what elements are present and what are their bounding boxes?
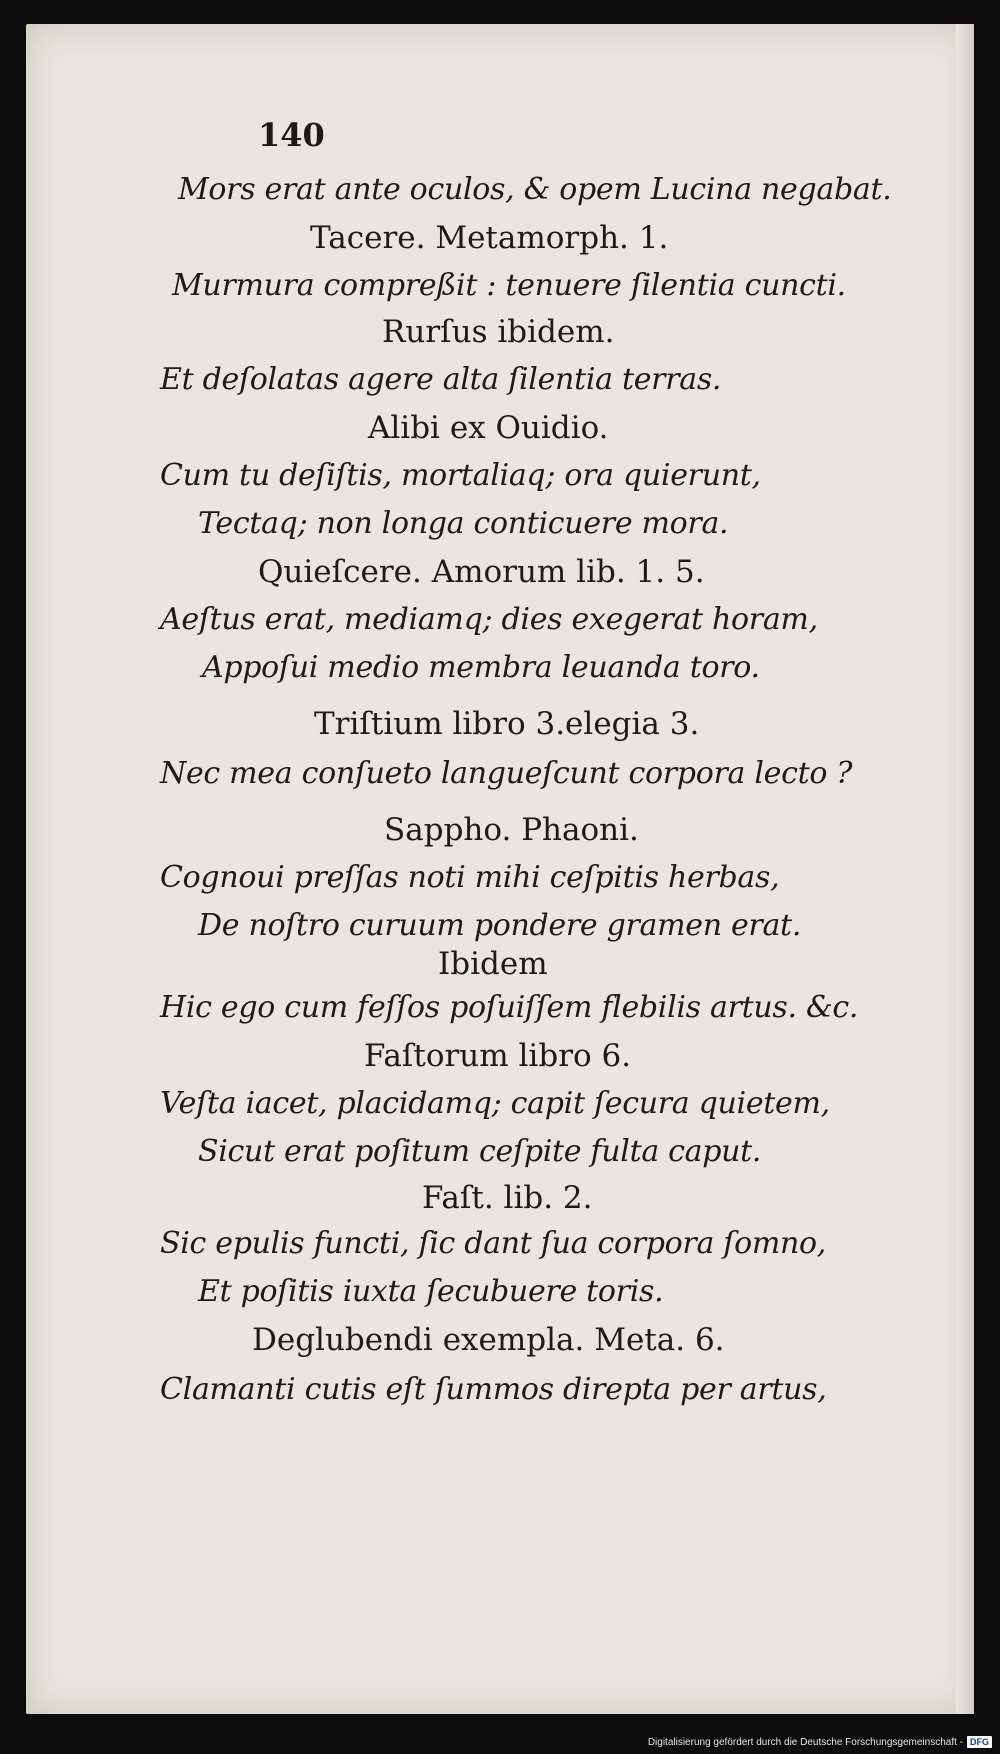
text-line: Tectaq; non longa conticuere mora. [198,506,729,541]
text-line: Veſta iacet, placidamq; capit ſecura quietem, [160,1086,830,1121]
footer-text: Digitalisierung gefördert durch die Deutsche Forschungsgemeinschaft - [647,1736,963,1748]
section-heading: Triſtium libro 3.elegia 3. [314,706,700,742]
section-heading: Quieſcere. Amorum lib. 1. 5. [258,554,705,590]
text-line: Sic epulis functi, ſic dant ſua corpora ſomno, [160,1226,827,1261]
page-number: 140 [258,116,325,154]
book-page [26,24,974,1714]
text-line: Cognoui preſſas noti mihi ceſpitis herbas, [160,860,780,895]
section-heading: Alibi ex Ouidio. [368,410,609,446]
section-heading: Faſtorum libro 6. [364,1038,632,1074]
text-line: Cum tu deſiſtis, mortaliaq; ora quierunt, [160,458,761,493]
page-text [26,24,974,1714]
text-line: Hic ego cum feſſos poſuiſſem flebilis artus. &c. [160,990,859,1025]
section-heading: Rurſus ibidem. [382,314,615,350]
dfg-logo-icon: DFG [967,1736,992,1748]
text-line: Clamanti cutis eſt ſummos direpta per artus, [160,1372,827,1407]
text-line: Murmura compreßit : tenuere ſilentia cuncti. [172,268,846,303]
text-line: Mors erat ante oculos, & opem Lucina negabat. [178,172,892,207]
section-heading: Tacere. Metamorph. 1. [310,220,669,256]
digitization-footer [648,1736,992,1748]
text-line: Aeſtus erat, mediamq; dies exegerat horam, [160,602,818,637]
text-line: Et deſolatas agere alta ſilentia terras. [160,362,722,397]
text-line: Nec mea conſueto langueſcunt corpora lecto ? [160,756,853,791]
section-heading: Ibidem [438,946,548,982]
section-heading: Deglubendi exempla. Meta. 6. [252,1322,725,1358]
section-heading: Faſt. lib. 2. [422,1180,593,1216]
text-line: Et poſitis iuxta ſecubuere toris. [198,1274,664,1309]
section-heading: Sappho. Phaoni. [384,812,639,848]
text-line: Sicut erat poſitum ceſpite fulta caput. [198,1134,762,1169]
text-line: Appoſui medio membra leuanda toro. [202,650,760,685]
text-line: De noſtro curuum pondere gramen erat. [198,908,802,943]
